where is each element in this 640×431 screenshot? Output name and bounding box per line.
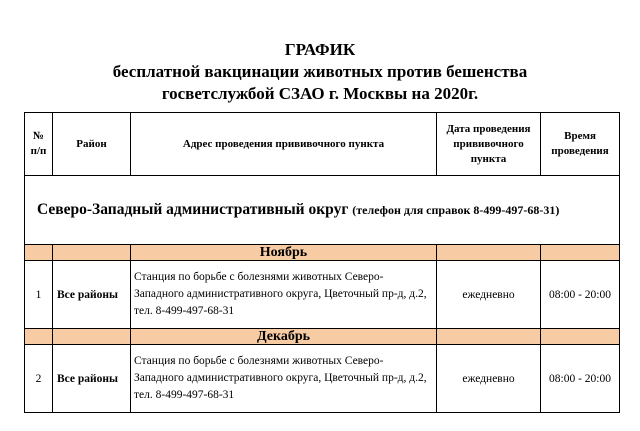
- month-spacer: [541, 245, 620, 261]
- month-spacer: [53, 245, 131, 261]
- row-region: Все районы: [53, 345, 131, 413]
- month-label: Декабрь: [131, 329, 437, 345]
- row-date: ежедневно: [437, 345, 541, 413]
- table-row: [25, 261, 620, 329]
- header-address: Адрес проведения прививочного пункта: [131, 113, 437, 176]
- header-number: № п/п: [25, 113, 53, 176]
- district-name: Северо-Западный административный округ: [37, 201, 349, 218]
- district-phone: (телефон для справок 8-499-497-68-31): [352, 203, 560, 217]
- title-line-3: госветслужбой СЗАО г. Москвы на 2020г.: [161, 84, 479, 103]
- row-time: 08:00 - 20:00: [541, 345, 620, 413]
- row-region: Все районы: [53, 261, 131, 329]
- month-spacer: [25, 329, 53, 345]
- month-spacer: [25, 245, 53, 261]
- header-date: Дата проведения прививочного пункта: [437, 113, 541, 176]
- row-time: 08:00 - 20:00: [541, 261, 620, 329]
- title-line-1: ГРАФИК: [284, 40, 356, 59]
- month-row: [25, 245, 620, 261]
- vaccination-schedule-table: [24, 112, 620, 413]
- title-line-2: бесплатной вакцинации животных против бешенства: [112, 62, 528, 81]
- row-number: 1: [25, 261, 53, 329]
- row-address: Станция по борьбе с болезнями животных Северо-Западного административного округа, Цветочный пр-д, д.2, тел. 8-499-497-68-31: [131, 261, 437, 329]
- district-row: [25, 176, 620, 245]
- table-header-row: [25, 113, 620, 176]
- header-region: Район: [53, 113, 131, 176]
- month-spacer: [437, 245, 541, 261]
- table-row: [25, 345, 620, 413]
- header-time: Время проведения: [541, 113, 620, 176]
- row-date: ежедневно: [437, 261, 541, 329]
- month-spacer: [53, 329, 131, 345]
- month-row: [25, 329, 620, 345]
- row-number: 2: [25, 345, 53, 413]
- month-label: Ноябрь: [131, 245, 437, 261]
- district-cell: [25, 176, 620, 245]
- row-address: Станция по борьбе с болезнями животных Северо-Западного административного округа, Цветочный пр-д, д.2, тел. 8-499-497-68-31: [131, 345, 437, 413]
- month-spacer: [541, 329, 620, 345]
- month-spacer: [437, 329, 541, 345]
